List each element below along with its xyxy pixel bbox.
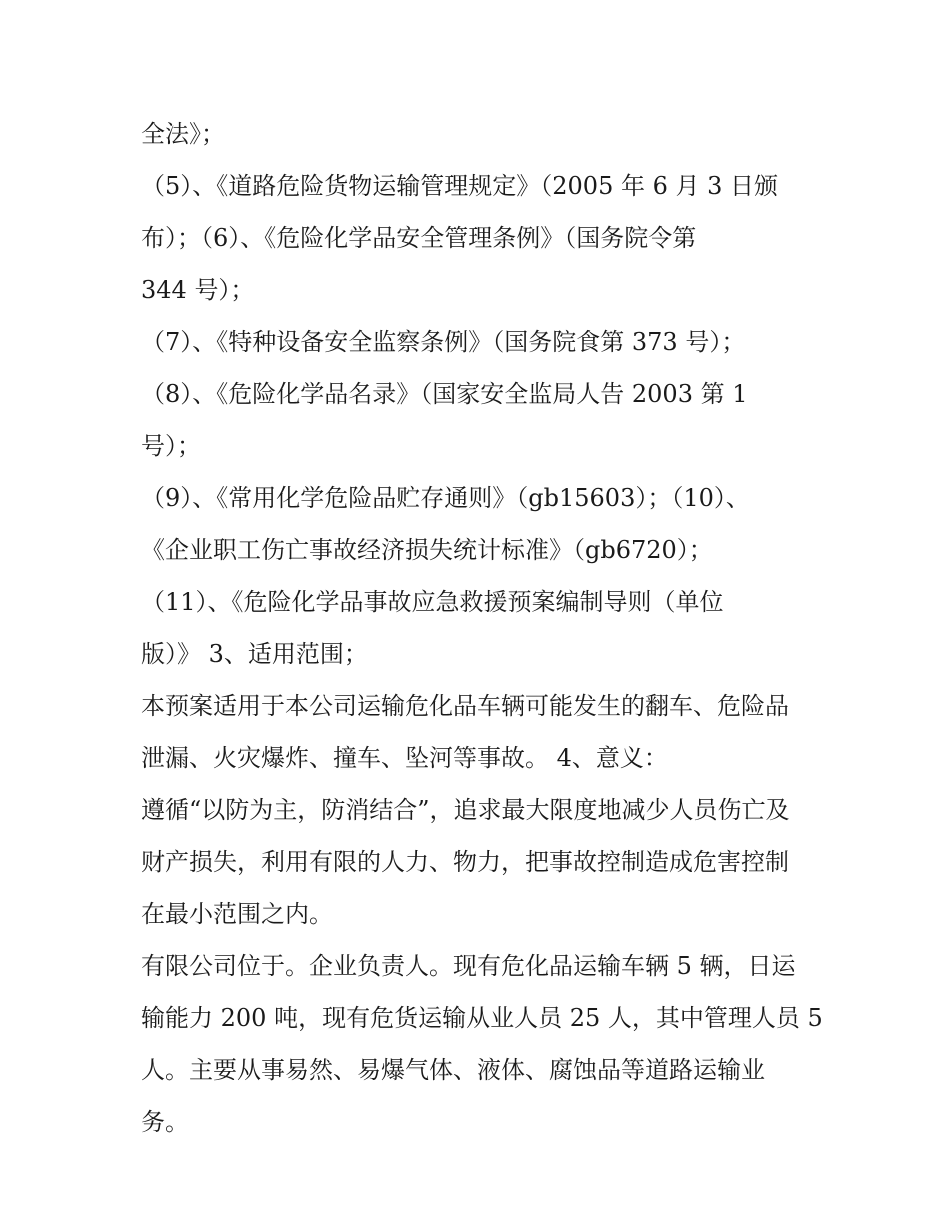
document-body xyxy=(141,108,821,1148)
text-line: （11）、《危险化学品事故应急救援预案编制导则（单位 xyxy=(141,588,724,616)
text-line: 人。主要从事易然、易爆气体、液体、腐蚀品等道路运输业 xyxy=(141,1056,765,1084)
text-line: 版）》 3、适用范围； xyxy=(141,640,368,668)
text-line: 布）；（6）、《危险化学品安全管理条例》（国务院令第 xyxy=(141,224,697,252)
text-line: 《企业职工伤亡事故经济损失统计标准》（gb6720）； xyxy=(141,536,713,564)
text-line: 务。 xyxy=(141,1108,189,1136)
text-line: 344 号）； xyxy=(141,276,255,304)
text-line: 有限公司位于。企业负责人。现有危化品运输车辆 5 辆，日运 xyxy=(141,952,796,980)
text-line: （8）、《危险化学品名录》（国家安全监局人告 2003 第 1 xyxy=(141,380,748,408)
text-line: 泄漏、火灾爆炸、撞车、坠河等事故。 4、意义： xyxy=(141,744,668,772)
text-line: 本预案适用于本公司运输危化品车辆可能发生的翻车、危险品 xyxy=(141,692,789,720)
text-line: 财产损失，利用有限的人力、物力，把事故控制造成危害控制 xyxy=(141,848,789,876)
text-line: （7）、《特种设备安全监察条例》（国务院食第 373 号）； xyxy=(141,328,746,356)
text-line: 在最小范围之内。 xyxy=(141,900,333,928)
text-line: 遵循“以防为主，防消结合”，追求最大限度地减少人员伤亡及 xyxy=(141,796,790,824)
text-line: 号）； xyxy=(141,432,201,460)
text-line: （5）、《道路危险货物运输管理规定》（2005 年 6 月 3 日颁 xyxy=(141,172,779,200)
text-line: （9）、《常用化学危险品贮存通则》（gb15603）；（10）、 xyxy=(141,484,750,512)
text-line: 输能力 200 吨，现有危货运输从业人员 25 人，其中管理人员 5 xyxy=(141,1004,823,1032)
text-line: 全法》； xyxy=(141,120,225,148)
